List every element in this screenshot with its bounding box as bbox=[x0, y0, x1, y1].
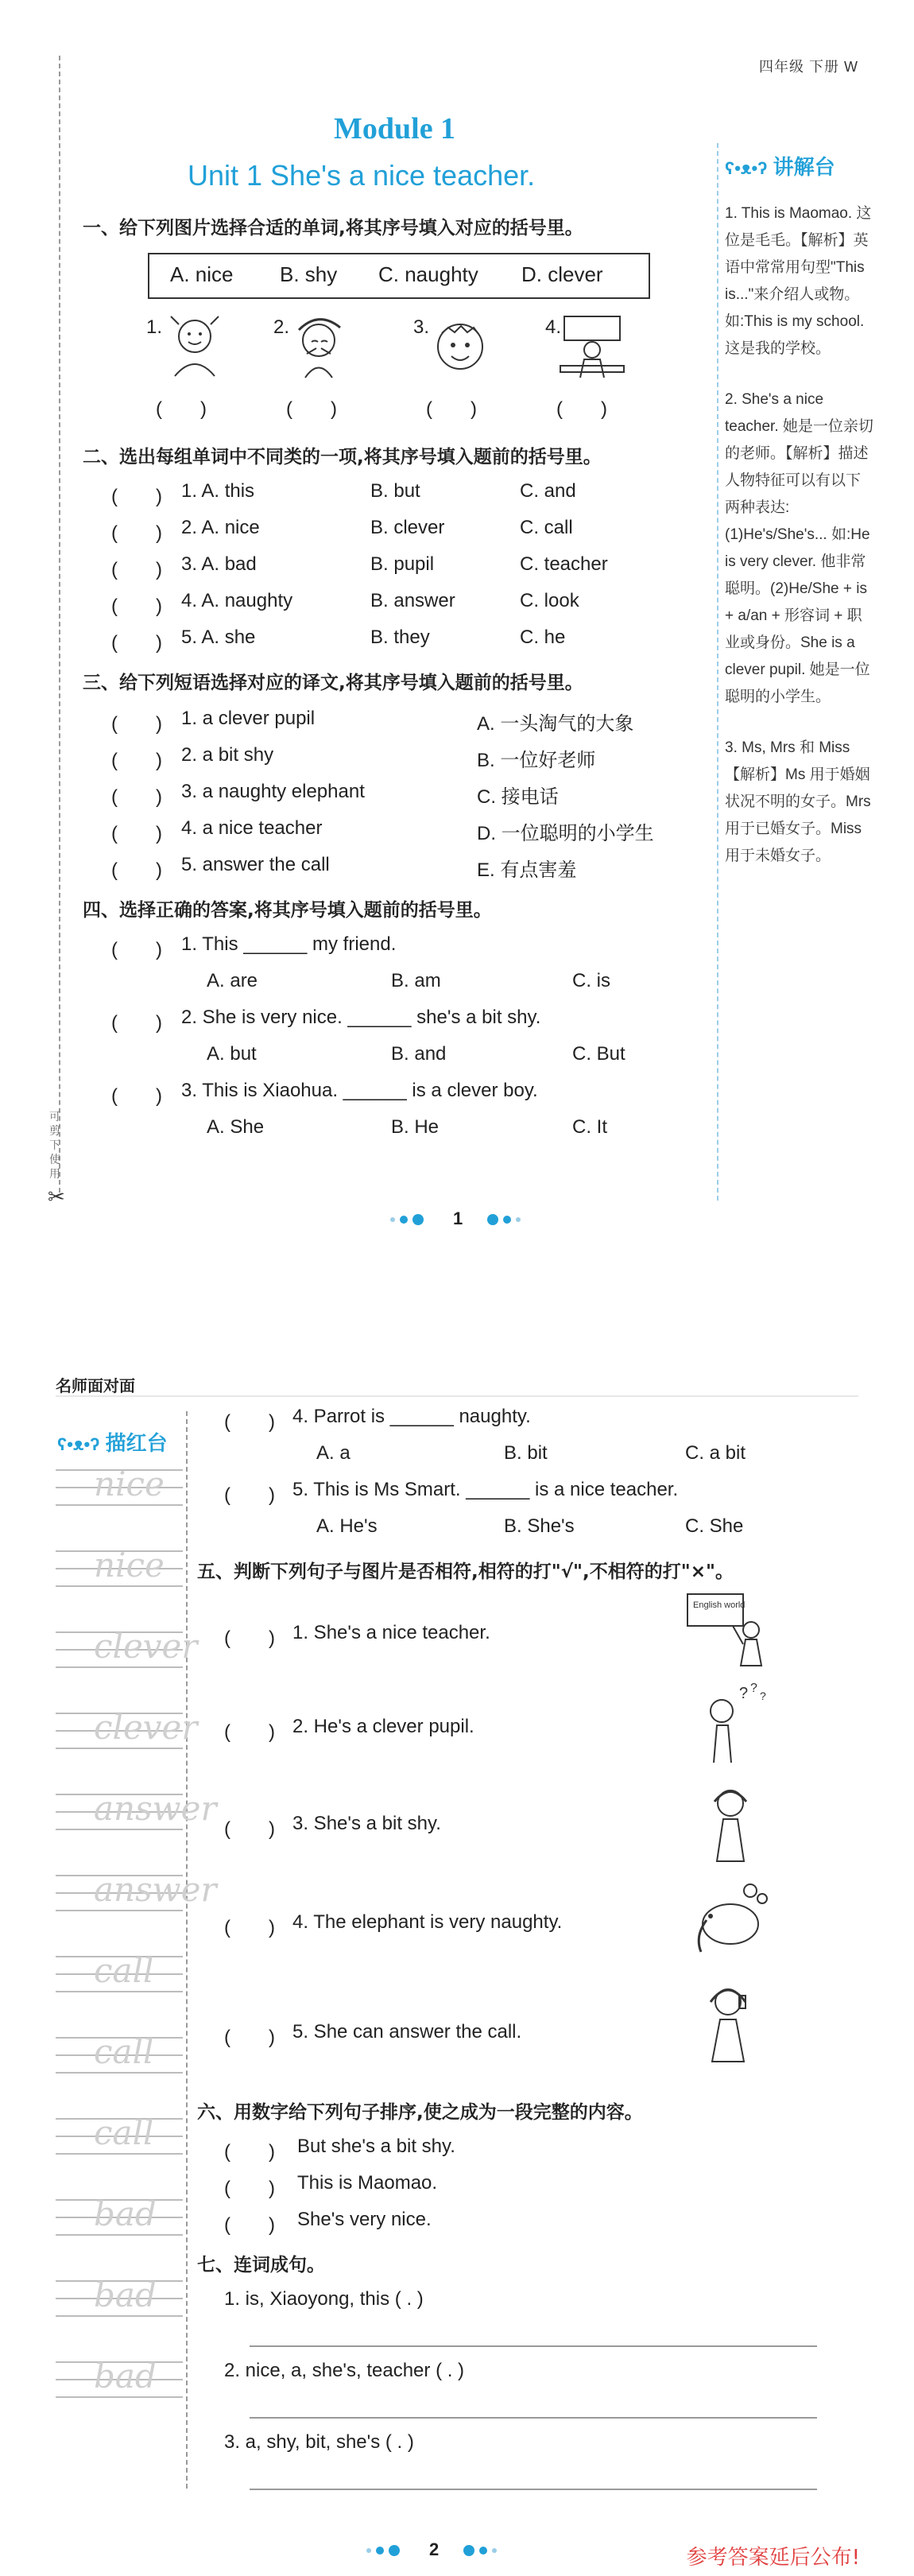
answer-paren[interactable]: ( ) bbox=[111, 859, 162, 881]
choice-c: C. is bbox=[572, 970, 610, 991]
pic-label-2: 2. bbox=[273, 316, 290, 338]
answer-paren[interactable]: ( ) bbox=[111, 486, 162, 507]
row-option-a: 1. A. this bbox=[181, 480, 255, 502]
cut-line bbox=[59, 56, 60, 1193]
section-1-title: 一、给下列图片选择合适的单词,将其序号填入对应的括号里。 bbox=[83, 218, 583, 239]
tracing-panel-title: ʕ•ᴥ•ʔ 描红台 bbox=[57, 1431, 168, 1455]
explanation-2: 2. She's a nice teacher. 她是一位亲切的老师。【解析】描述人物特征可以有以下两种表达:(1)He's/She's... 如:He is very clever. 他非常聪明。(2)He/She + is + a/an + 形容词 + 职业或身份。She is a clever pupil. 她是一位聪明的小学生。 bbox=[725, 391, 873, 705]
shy-girl-picture bbox=[283, 310, 354, 382]
choice-c: C. But bbox=[572, 1043, 625, 1065]
page-header: 四年级 下册 W bbox=[759, 59, 858, 75]
statement: 4. The elephant is very naughty. bbox=[292, 1911, 563, 1933]
translation: D. 一位聪明的小学生 bbox=[477, 823, 654, 844]
section-7-title: 七、连词成句。 bbox=[197, 2255, 325, 2275]
question: 4. Parrot is ______ naughty. bbox=[292, 1406, 531, 1427]
page-number-2: 2 bbox=[429, 2539, 440, 2559]
translation: B. 一位好老师 bbox=[477, 750, 596, 771]
module-title: Module 1 bbox=[334, 112, 456, 145]
phrase: 2. a bit shy bbox=[181, 744, 274, 766]
row-option-a: 2. A. nice bbox=[181, 517, 260, 538]
translation: E. 有点害羞 bbox=[477, 859, 577, 881]
choice-a: A. are bbox=[207, 970, 258, 991]
sentence: This is Maomao. bbox=[297, 2172, 438, 2194]
option-d: D. clever bbox=[521, 262, 603, 286]
trace-word: clever bbox=[94, 1708, 198, 1747]
phrase: 1. a clever pupil bbox=[181, 708, 316, 729]
section-4-title: 四、选择正确的答案,将其序号填入题前的括号里。 bbox=[83, 900, 492, 921]
section-3-title: 三、给下列短语选择对应的译文,将其序号填入题前的括号里。 bbox=[83, 673, 583, 693]
row-option-a: 5. A. she bbox=[181, 627, 256, 648]
row-option-c: C. and bbox=[520, 480, 576, 502]
choice-b: B. He bbox=[391, 1116, 440, 1138]
answer-paren[interactable]: ( ) bbox=[224, 1484, 275, 1506]
answer-paren[interactable]: ( ) bbox=[224, 1721, 275, 1743]
brand-label: 名师面对面 bbox=[56, 1376, 135, 1395]
translation: C. 接电话 bbox=[477, 786, 559, 808]
row-option-c: C. he bbox=[520, 627, 566, 648]
elephant-picture bbox=[687, 1876, 774, 1964]
row-option-b: B. pupil bbox=[370, 553, 435, 575]
translation: A. 一头淘气的大象 bbox=[477, 713, 634, 735]
choice-c: C. It bbox=[572, 1116, 608, 1138]
section-2-title: 二、选出每组单词中不同类的一项,将其序号填入题前的括号里。 bbox=[83, 447, 602, 467]
row-option-a: 3. A. bad bbox=[181, 553, 257, 575]
choice-a: A. She bbox=[207, 1116, 265, 1138]
choice-b: B. bit bbox=[504, 1442, 548, 1464]
row-option-b: B. they bbox=[370, 627, 430, 648]
confused-boy-picture bbox=[690, 1679, 769, 1767]
word-group: 1. is, Xiaoyong, this ( . ) bbox=[224, 2288, 424, 2310]
explanation-3: 3. Ms, Mrs 和 Miss【解析】Ms 用于婚姻状况不明的女子。Mrs 用于已婚女子。Miss 用于未婚女子。 bbox=[725, 739, 871, 864]
row-option-c: C. call bbox=[520, 517, 573, 538]
svg-text:?: ? bbox=[760, 1690, 766, 1702]
answer-paren[interactable]: ( ) bbox=[111, 823, 162, 844]
answer-paren[interactable]: ( ) bbox=[111, 786, 162, 808]
explanation-panel-title: ʕ•ᴥ•ʔ 讲解台 bbox=[725, 155, 835, 179]
answer-paren[interactable]: ( ) bbox=[111, 559, 162, 580]
answer-paren[interactable]: ( ) bbox=[224, 1818, 275, 1840]
section-5-title: 五、判断下列句子与图片是否相符,相符的打"√",不相符的打"×"。 bbox=[197, 1562, 734, 1582]
naughty-boy-picture bbox=[424, 313, 496, 385]
option-a: A. nice bbox=[170, 262, 234, 286]
answer-paren[interactable]: ( ) bbox=[111, 713, 162, 735]
option-b: B. shy bbox=[280, 262, 338, 286]
teacher-at-board-picture bbox=[684, 1590, 771, 1670]
trace-word: answer bbox=[94, 1789, 217, 1828]
statement: 1. She's a nice teacher. bbox=[292, 1622, 490, 1643]
statement: 2. He's a clever pupil. bbox=[292, 1716, 474, 1737]
row-option-b: B. answer bbox=[370, 590, 455, 611]
trace-word: answer bbox=[94, 1870, 217, 1909]
answer-paren-2[interactable]: ( ) bbox=[286, 398, 337, 420]
unit-title: Unit 1 She's a nice teacher. bbox=[188, 159, 536, 192]
answer-paren[interactable]: ( ) bbox=[111, 522, 162, 544]
trace-word: nice bbox=[94, 1465, 165, 1503]
svg-text:?: ? bbox=[739, 1685, 749, 1702]
answer-note: 参考答案延后公布! bbox=[686, 2546, 860, 2570]
question: 2. She is very nice. ______ she's a bit shy. bbox=[181, 1007, 541, 1028]
statement: 3. She's a bit shy. bbox=[292, 1813, 441, 1834]
explanation-1: 1. This is Maomao. 这位是毛毛。【解析】英语中常常用句型"This is..."来介绍人或物。如:This is my school. 这是我的学校。 bbox=[725, 205, 872, 357]
choice-b: B. and bbox=[391, 1043, 447, 1065]
section-6-title: 六、用数字给下列句子排序,使之成为一段完整的内容。 bbox=[197, 2102, 643, 2123]
clever-kid-picture bbox=[159, 308, 230, 380]
board-text: English world bbox=[693, 1600, 746, 1610]
word-group: 2. nice, a, she's, teacher ( . ) bbox=[224, 2360, 465, 2381]
order-paren[interactable]: ( ) bbox=[224, 2214, 275, 2236]
trace-word: bad bbox=[94, 2194, 157, 2233]
cut-label: 可剪下使用 bbox=[49, 1110, 60, 1180]
bear-icon: ʕ•ᴥ•ʔ bbox=[57, 1434, 100, 1454]
pic-label-4: 4. bbox=[545, 316, 562, 338]
answer-paren-3[interactable]: ( ) bbox=[426, 398, 477, 420]
answer-paren[interactable]: ( ) bbox=[111, 1085, 162, 1107]
order-paren[interactable]: ( ) bbox=[224, 2178, 275, 2199]
question: 1. This ______ my friend. bbox=[181, 933, 397, 955]
explanation-panel-body bbox=[725, 200, 874, 894]
scissors-icon: ✂ bbox=[48, 1185, 65, 1208]
trace-word: call bbox=[94, 2113, 154, 2152]
choice-a: A. but bbox=[207, 1043, 257, 1065]
answer-paren[interactable]: ( ) bbox=[111, 632, 162, 654]
answer-paren[interactable]: ( ) bbox=[111, 596, 162, 617]
sentence: But she's a bit shy. bbox=[297, 2136, 455, 2157]
question: 3. This is Xiaohua. ______ is a clever boy. bbox=[181, 1080, 538, 1101]
answer-paren-1[interactable]: ( ) bbox=[156, 398, 207, 420]
svg-text:?: ? bbox=[750, 1682, 757, 1695]
row-option-c: C. look bbox=[520, 590, 579, 611]
pic-label-1: 1. bbox=[146, 316, 163, 338]
answer-paren[interactable]: ( ) bbox=[224, 1627, 275, 1649]
answer-paren[interactable]: ( ) bbox=[111, 750, 162, 771]
sentence: She's very nice. bbox=[297, 2209, 432, 2230]
answer-line[interactable] bbox=[250, 2489, 817, 2490]
phrase: 5. answer the call bbox=[181, 854, 330, 875]
choice-c: C. a bit bbox=[685, 1442, 746, 1464]
choice-b: B. She's bbox=[504, 1515, 575, 1537]
question: 5. This is Ms Smart. ______ is a nice teacher. bbox=[292, 1479, 679, 1500]
shy-girl-picture bbox=[695, 1778, 766, 1865]
bear-icon: ʕ•ᴥ•ʔ bbox=[725, 158, 768, 178]
trace-word: bad bbox=[94, 2357, 157, 2396]
phrase: 3. a naughty elephant bbox=[181, 781, 365, 802]
statement: 5. She can answer the call. bbox=[292, 2021, 522, 2043]
row-option-c: C. teacher bbox=[520, 553, 608, 575]
choice-a: A. He's bbox=[316, 1515, 378, 1537]
trace-word: nice bbox=[94, 1546, 165, 1585]
choice-b: B. am bbox=[391, 970, 441, 991]
page-number-1: 1 bbox=[453, 1208, 463, 1228]
row-option-b: B. but bbox=[370, 480, 420, 502]
word-group: 3. a, shy, bit, she's ( . ) bbox=[224, 2431, 414, 2453]
answer-paren[interactable]: ( ) bbox=[224, 1411, 275, 1433]
phrase: 4. a nice teacher bbox=[181, 817, 323, 839]
trace-word: call bbox=[94, 2032, 154, 2071]
answer-line[interactable] bbox=[250, 2417, 817, 2419]
choice-a: A. a bbox=[316, 1442, 350, 1464]
answer-paren[interactable]: ( ) bbox=[224, 2027, 275, 2048]
row-option-b: B. clever bbox=[370, 517, 445, 538]
trace-word: call bbox=[94, 1951, 154, 1990]
answer-paren-4[interactable]: ( ) bbox=[556, 398, 607, 420]
option-c: C. naughty bbox=[378, 262, 478, 286]
trace-word: bad bbox=[94, 2275, 157, 2314]
order-paren[interactable]: ( ) bbox=[224, 2141, 275, 2163]
trace-word: clever bbox=[94, 1627, 198, 1666]
answer-paren[interactable]: ( ) bbox=[111, 939, 162, 960]
answer-line[interactable] bbox=[250, 2345, 817, 2347]
brand-divider bbox=[56, 1395, 858, 1397]
answer-paren[interactable]: ( ) bbox=[224, 1917, 275, 1938]
row-option-a: 4. A. naughty bbox=[181, 590, 293, 611]
pic-label-3: 3. bbox=[413, 316, 430, 338]
choice-c: C. She bbox=[685, 1515, 744, 1537]
nice-teacher-picture bbox=[556, 310, 628, 382]
girl-on-phone-picture bbox=[688, 1978, 768, 2066]
answer-paren[interactable]: ( ) bbox=[111, 1012, 162, 1034]
